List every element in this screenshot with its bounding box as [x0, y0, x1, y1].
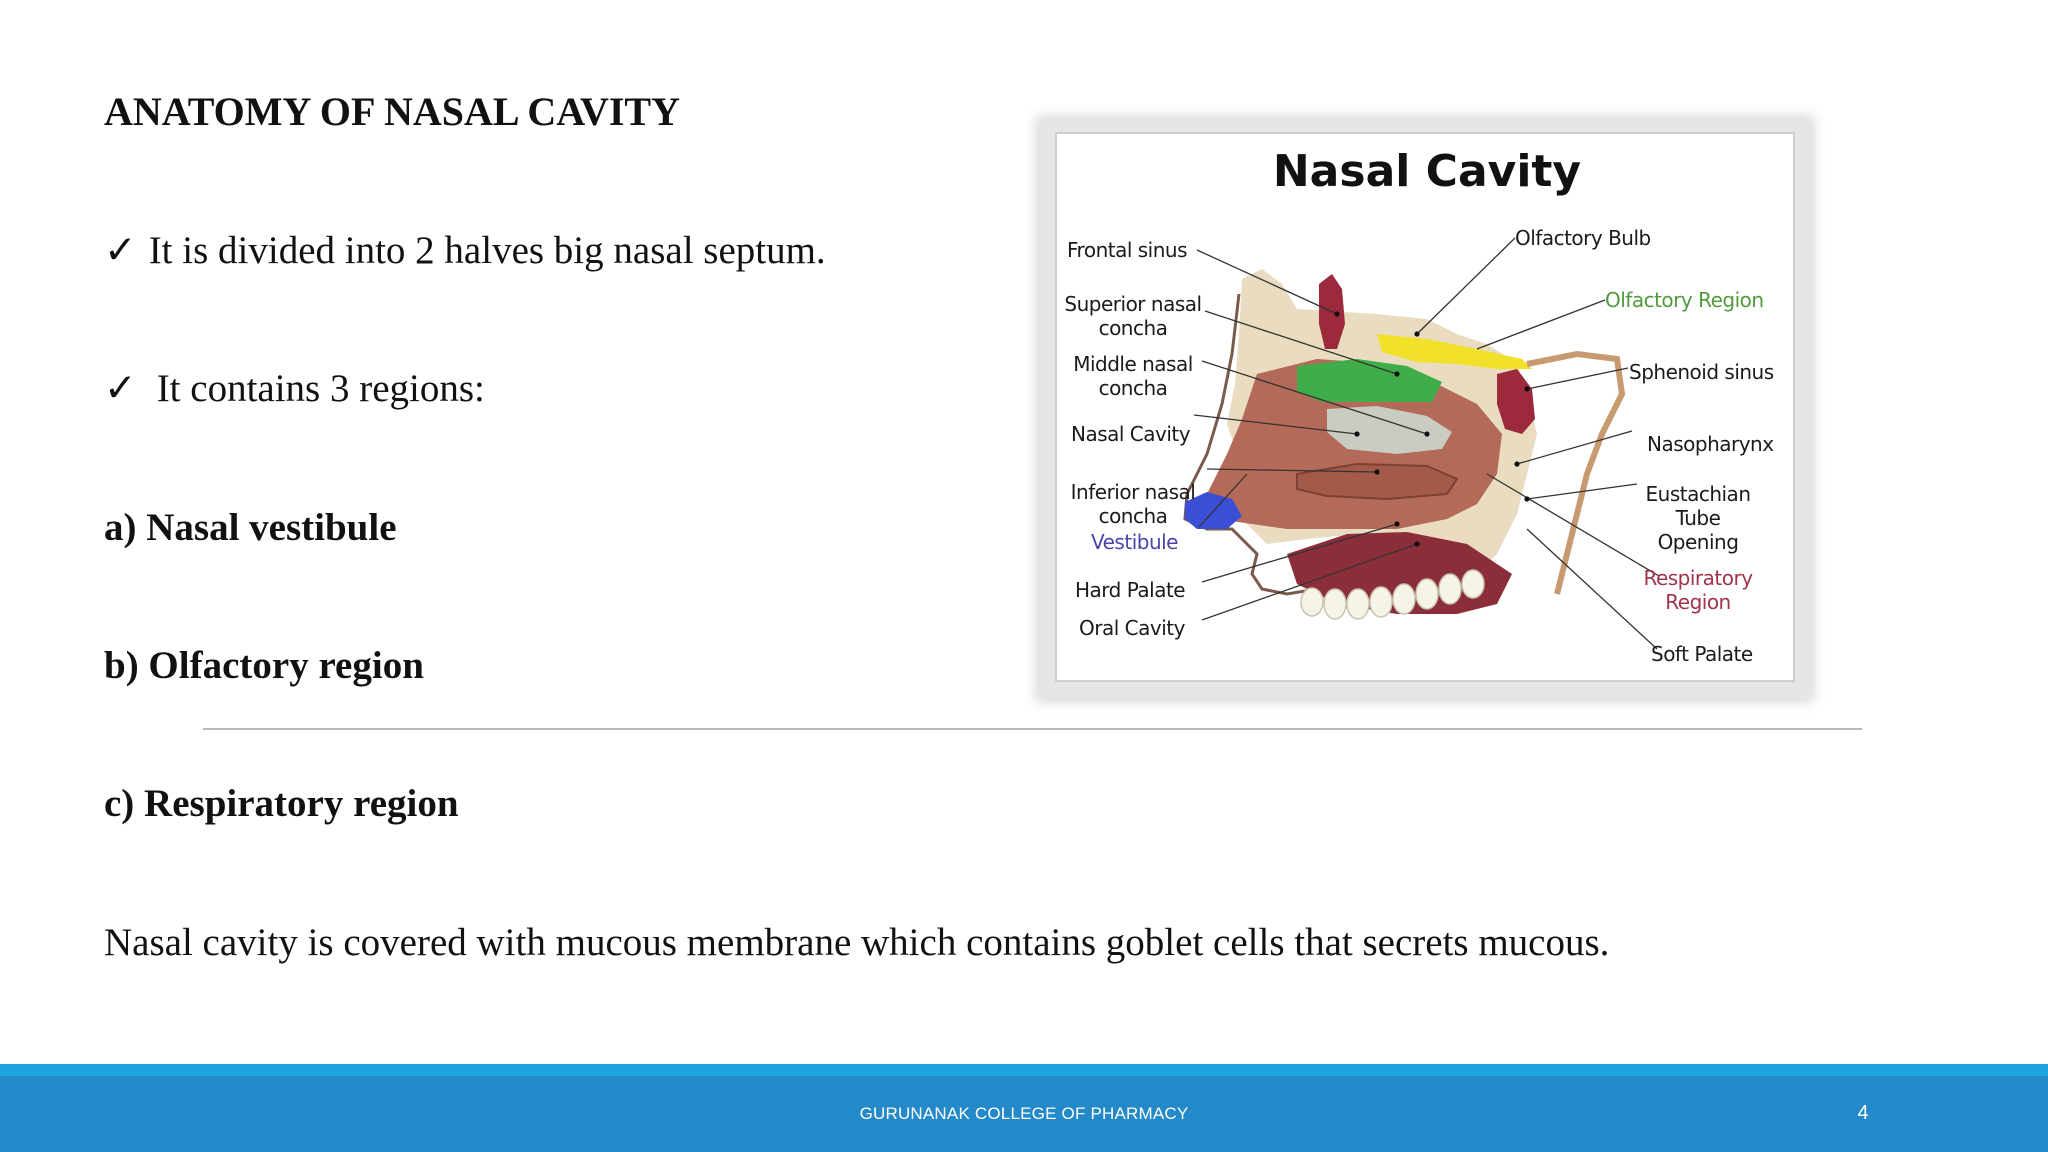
label-oral-cavity: Oral Cavity: [1079, 616, 1185, 640]
label-soft-palate: Soft Palate: [1651, 642, 1753, 666]
bullet-point-regions: [104, 366, 485, 411]
label-frontal-sinus: Frontal sinus: [1067, 238, 1188, 262]
label-line: Opening: [1657, 530, 1739, 554]
label-eustachian-tube-opening: [1633, 482, 1763, 554]
label-nasal-cavity: Nasal Cavity: [1071, 422, 1191, 446]
label-superior-nasal-concha: [1063, 292, 1203, 340]
region-c: c) Respiratory region: [104, 782, 459, 825]
footer-accent-strip: [0, 1064, 2048, 1076]
inferior-concha-shape: [1297, 464, 1457, 499]
bullet-text: It is divided into 2 halves big nasal septum.: [148, 229, 826, 272]
pharynx-wall: [1527, 354, 1622, 594]
footer-bar: [0, 1076, 2048, 1152]
bullet-text: It contains 3 regions:: [156, 367, 485, 410]
summary-text: Nasal cavity is covered with mucous membrane which contains goblet cells that secrets mucous.: [104, 921, 1610, 964]
label-line: concha: [1098, 504, 1168, 528]
label-hard-palate: Hard Palate: [1075, 578, 1186, 602]
region-a: a) Nasal vestibule: [104, 506, 397, 549]
region-b: b) Olfactory region: [104, 644, 424, 687]
label-line: Middle nasal: [1073, 352, 1193, 376]
figure-panel: [1055, 132, 1795, 682]
horizontal-divider: [203, 728, 1862, 730]
label-line: concha: [1098, 376, 1168, 400]
slide-title: ANATOMY OF NASAL CAVITY: [104, 89, 680, 134]
bullet-point-septum: [104, 228, 826, 273]
label-line: Eustachian: [1645, 482, 1751, 506]
label-inferior-nasal-concha: [1063, 480, 1203, 528]
label-line: Respiratory: [1643, 566, 1753, 590]
label-respiratory-region: [1633, 566, 1763, 614]
label-line: Superior nasal: [1064, 292, 1202, 316]
checkmark-icon: ✓: [104, 367, 137, 410]
footer-college-name: GURUNANAK COLLEGE OF PHARMACY: [859, 1104, 1189, 1123]
label-middle-nasal-concha: [1063, 352, 1203, 400]
label-nasopharynx: Nasopharynx: [1647, 432, 1774, 456]
checkmark-icon: ✓: [104, 229, 137, 272]
label-olfactory-region: Olfactory Region: [1605, 288, 1764, 312]
label-olfactory-bulb: Olfactory Bulb: [1515, 226, 1651, 250]
label-line: Tube: [1675, 506, 1721, 530]
label-line: Inferior nasal: [1070, 480, 1196, 504]
label-vestibule: Vestibule: [1091, 530, 1178, 554]
label-line: Region: [1665, 590, 1731, 614]
figure-title: Nasal Cavity: [1272, 146, 1582, 197]
nasal-cavity-figure: [1040, 120, 1810, 698]
page-number: 4: [1857, 1102, 1869, 1124]
label-sphenoid-sinus: Sphenoid sinus: [1629, 360, 1774, 384]
label-line: concha: [1098, 316, 1168, 340]
